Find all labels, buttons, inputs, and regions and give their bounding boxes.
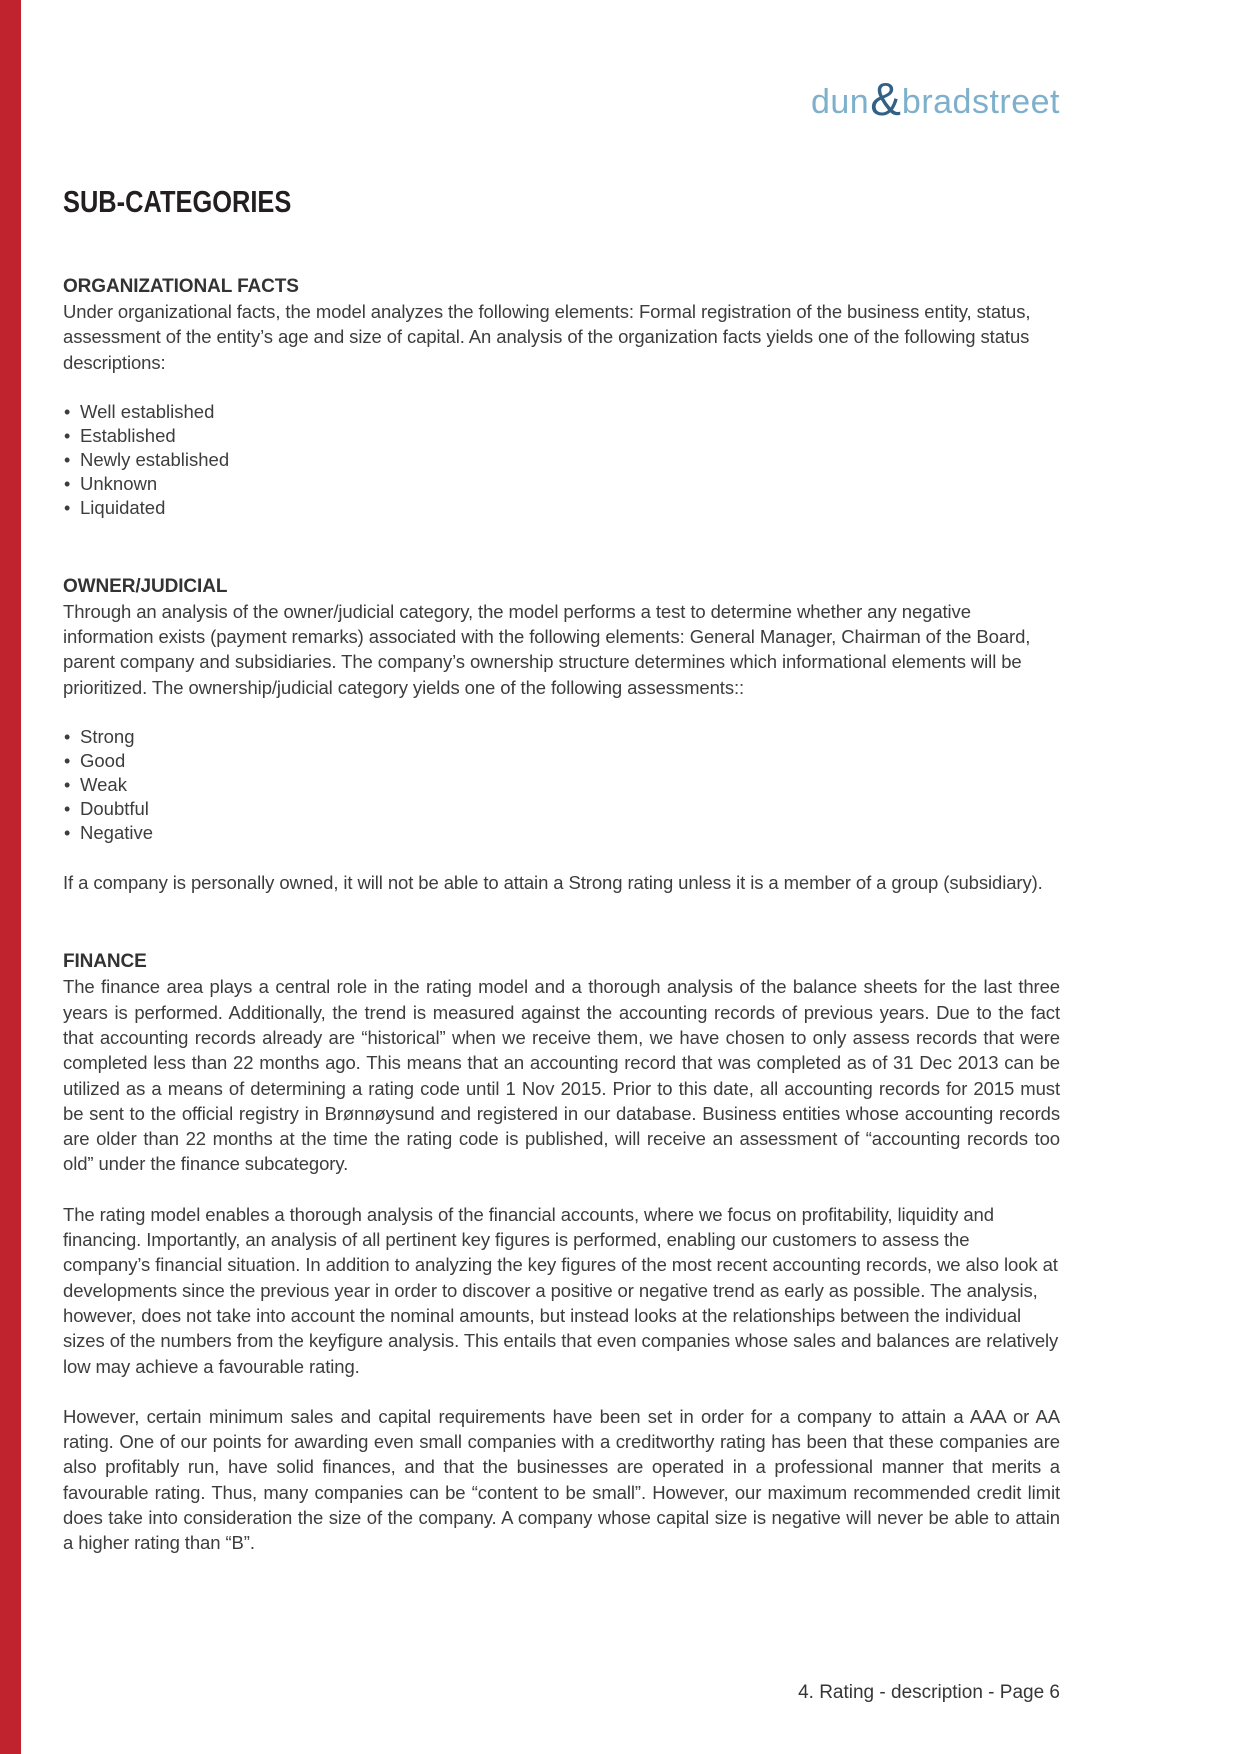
organizational-facts-paragraph: Under organizational facts, the model analyzes the following elements: Formal registration of the business entity, status, assessment of the entity’s age and size of capital. An analysis of the organization facts yields one of the following status descriptions: [63,301,1031,373]
organizational-facts-heading: ORGANIZATIONAL FACTS [63,276,299,297]
list-item: • Strong [63,725,1060,749]
logo-word-dun: dun [810,83,870,121]
section-organizational-facts [63,274,1060,520]
list-item: • Newly established [63,448,1060,472]
section-owner-judicial [63,574,1060,895]
list-item: • Doubtful [63,797,1060,821]
dun-bradstreet-logo [63,0,1060,124]
logo-word-bradstreet: bradstreet [901,83,1060,121]
list-item: • Well established [63,400,1060,424]
finance-paragraph-1: The finance area plays a central role in the rating model and a thorough analysis of the balance sheets for the last three years is performed. Additionally, the trend is measured against the accounting records of previous years. Due to the fact that accounting records already are “historical” when we receive them, we have chosen to only assess records that were completed less than 22 months ago. This means that an accounting record that was completed as of 31 Dec 2013 can be utilized as a means of determining a rating code until 1 Nov 2015. Prior to this date, all accounting records for 2015 must be sent to the official registry in Brønnøysund and registered in our database. Business entities whose accounting records are older than 22 months at the time the rating code is published, will receive an assessment of “accounting records too old” under the finance subcategory. [63,976,1060,1175]
finance-heading: FINANCE [63,951,147,973]
status-descriptions-list [63,400,1060,520]
left-accent-bar [0,0,21,1754]
logo-ampersand-icon: & [870,73,901,125]
owner-judicial-note: If a company is personally owned, it will not be able to attain a Strong rating unless it is a member of a group (subsidiary). [63,872,1043,894]
assessments-list [63,725,1060,845]
list-item: • Established [63,424,1060,448]
section-finance [63,949,1060,1555]
list-item: • Liquidated [63,496,1060,520]
page-content [63,0,1060,1556]
list-item: • Weak [63,773,1060,797]
list-item: • Negative [63,821,1060,845]
list-item: • Good [63,749,1060,773]
owner-judicial-heading: OWNER/JUDICIAL [63,575,228,597]
page-title: SUB-CATEGORIES [63,184,292,219]
finance-paragraph-2: The rating model enables a thorough analysis of the financial accounts, where we focus on profitability, liquidity and financing. Importantly, an analysis of all pertinent key figures is performed, enabling our customers to assess the company’s financial situation. In addition to analyzing the key figures of the most recent accounting records, we also look at developments since the previous year in order to discover a positive or negative trend as early as possible. The analysis, however, does not take into account the nominal amounts, but instead looks at the relationships between the individual sizes of the numbers from the keyfigure analysis. This entails that even companies whose sales and balances are relatively low may achieve a favourable rating. [63,1203,1059,1377]
owner-judicial-paragraph: Through an analysis of the owner/judicial category, the model performs a test to determine whether any negative information exists (payment remarks) associated with the following elements: General Manager, Chairman of the Board, parent company and subsidiaries. The company’s ownership structure determines which informational elements will be prioritized. The ownership/judicial category yields one of the following assessments:: [63,600,1031,698]
finance-paragraph-3: However, certain minimum sales and capital requirements have been set in order for a company to attain a AAA or AA rating. One of our points for awarding even small companies with a creditworthy rating has been that these companies are also profitably run, have solid finances, and that the businesses are operated in a professional manner that merits a favourable rating. Thus, many companies can be “content to be small”. However, our maximum recommended credit limit does take into consideration the size of the company. A company whose capital size is negative will never be able to attain a higher rating than “B”. [63,1405,1060,1554]
page-footer: 4. Rating - description - Page 6 [798,1682,1060,1703]
list-item: • Unknown [63,472,1060,496]
